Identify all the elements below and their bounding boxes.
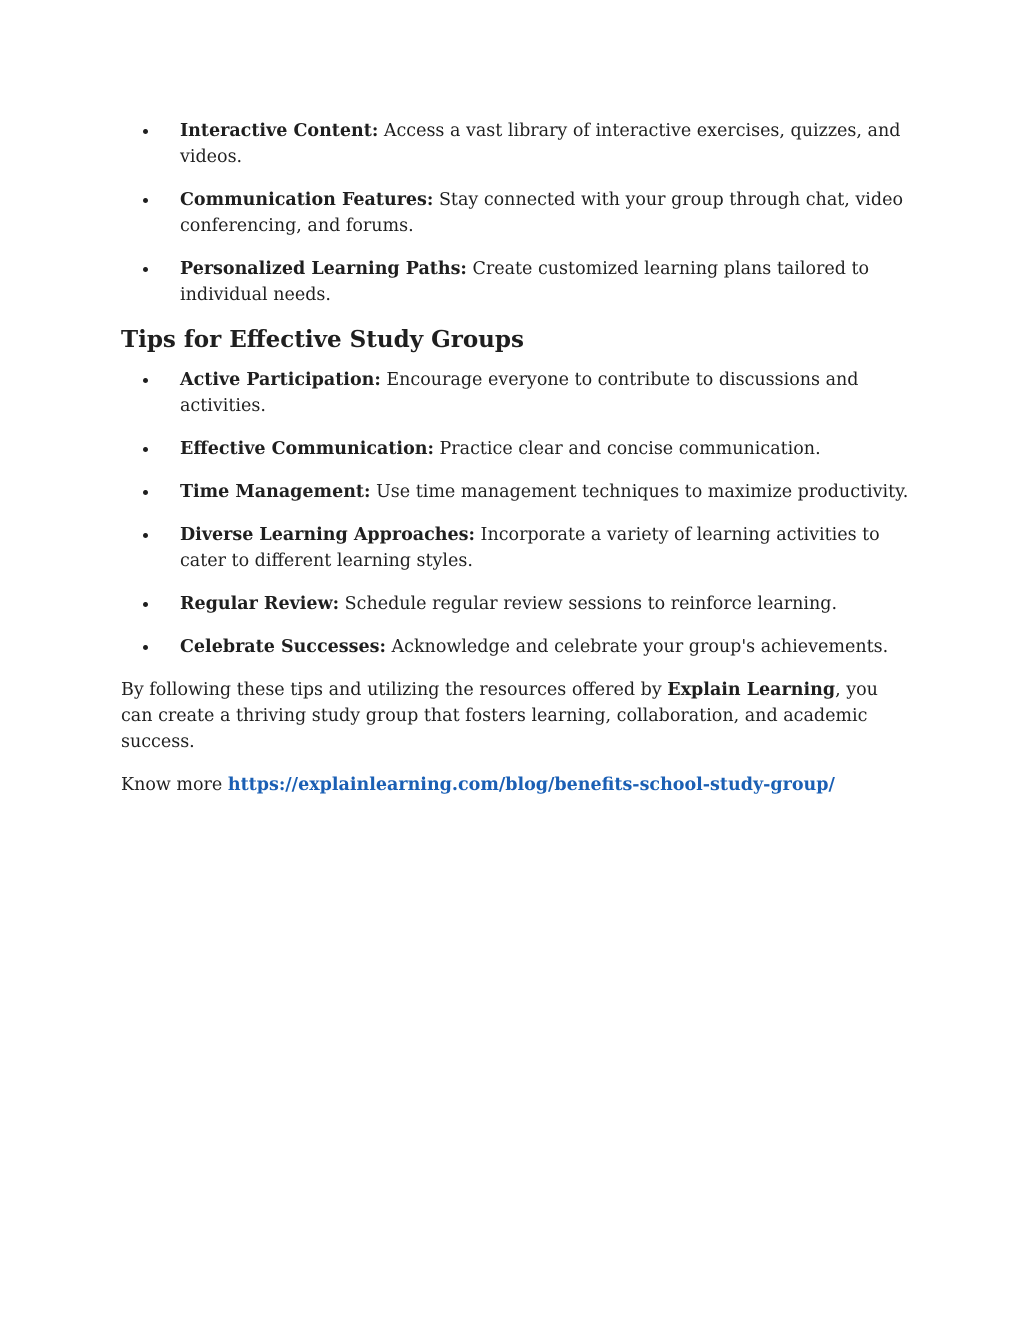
list-item-term: Communication Features: [180, 190, 434, 210]
list-item-desc: Practice clear and concise communication. [439, 439, 821, 459]
list-item-desc: Acknowledge and celebrate your group's achievements. [391, 637, 889, 657]
list-item-term: Active Participation: [180, 370, 381, 390]
document-content [121, 118, 911, 815]
list-item [121, 367, 911, 419]
list-item [121, 522, 911, 574]
list-item-desc: Incorporate a variety of learning activities to cater to different learning styles. [180, 525, 880, 571]
list-item-desc: Encourage everyone to contribute to discussions and activities. [180, 370, 859, 416]
bullet-icon [143, 533, 148, 538]
list-item-term: Personalized Learning Paths: [180, 259, 467, 279]
list-item-term: Regular Review: [180, 594, 340, 614]
list-item-desc: Schedule regular review sessions to reinforce learning. [344, 594, 838, 614]
tips-heading: Tips for Effective Study Groups [121, 326, 524, 353]
list-item-desc: Stay connected with your group through chat, video conferencing, and forums. [180, 190, 903, 236]
list-item-term: Celebrate Successes: [180, 637, 386, 657]
list-item [121, 634, 911, 660]
bullet-icon [143, 378, 148, 383]
list-item [121, 479, 911, 505]
list-item-term: Effective Communication: [180, 439, 434, 459]
list-item-desc: Use time management techniques to maximize productivity. [376, 482, 909, 502]
list-item [121, 187, 911, 239]
tips-list [121, 367, 911, 660]
bullet-icon [143, 645, 148, 650]
list-item [121, 256, 911, 308]
list-item-term: Time Management: [180, 482, 371, 502]
list-item-desc: Create customized learning plans tailored to individual needs. [180, 259, 870, 305]
bullet-icon [143, 267, 148, 272]
list-item-term: Interactive Content: [180, 121, 379, 141]
know-more-paragraph [121, 772, 911, 798]
list-item-desc: Access a vast library of interactive exercises, quizzes, and videos. [180, 121, 901, 167]
bullet-icon [143, 490, 148, 495]
conclusion-paragraph [121, 677, 911, 755]
list-item [121, 591, 911, 617]
blog-link[interactable]: https://explainlearning.com/blog/benefits-school-study-group/ [227, 775, 835, 795]
list-item [121, 118, 911, 170]
bullet-icon [143, 602, 148, 607]
brand-name: Explain Learning [667, 680, 836, 700]
features-list [121, 118, 911, 308]
bullet-icon [143, 447, 148, 452]
conclusion-text-after: , you can create a thriving study group that fosters learning, collaboration, and academic success. [121, 680, 878, 752]
know-more-label: Know more [121, 775, 228, 795]
list-item-term: Diverse Learning Approaches: [180, 525, 475, 545]
bullet-icon [143, 198, 148, 203]
list-item [121, 436, 911, 462]
bullet-icon [143, 129, 148, 134]
conclusion-text-before: By following these tips and utilizing the resources offered by [121, 680, 668, 700]
